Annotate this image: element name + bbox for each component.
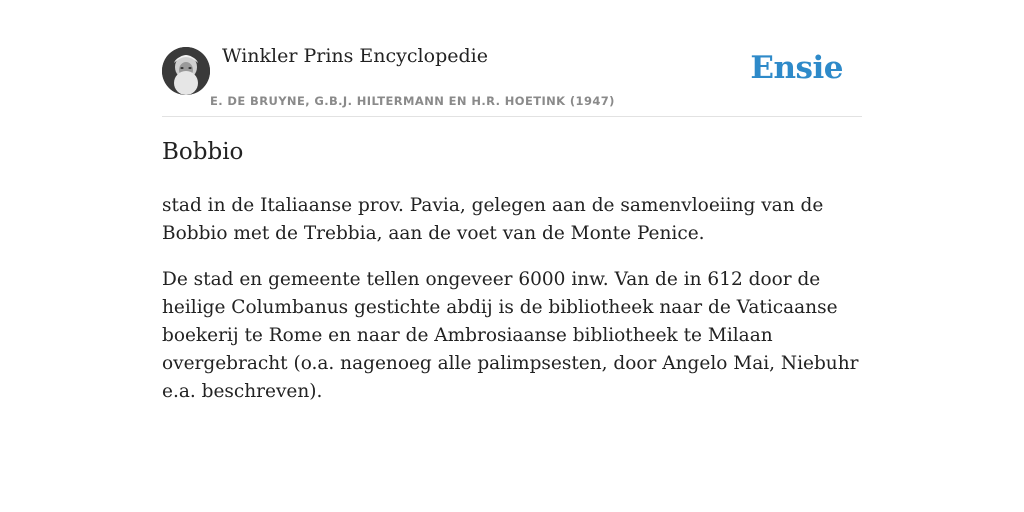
source-header <box>162 0 862 117</box>
article-paragraph-1: stad in de Italiaanse prov. Pavia, gelegen aan de samenvloeiing van de Bobbio met de Trebbia, aan de voet van de Monte Penice. <box>162 195 824 244</box>
source-authors: E. DE BRUYNE, G.B.J. HILTERMANN EN H.R. HOETINK (1947) <box>210 94 615 108</box>
source-title-link[interactable]: Winkler Prins Encyclopedie <box>222 45 488 67</box>
author-portrait-icon <box>162 47 210 95</box>
page-container <box>162 0 862 402</box>
ensie-logo[interactable]: Ensie <box>750 50 843 86</box>
article-title: Bobbio <box>162 139 244 165</box>
article-paragraph-2: De stad en gemeente tellen ongeveer 6000 inw. Van de in 612 door de heilige Columbanus gestichte abdij is de bibliotheek naar de Vaticaanse boekerij te Rome en naar de Ambrosiaanse bibliotheek te Milaan overgebracht (o.a. nagenoeg alle palimpsesten, door Angelo Mai, Niebuhr e.a. beschreven). <box>162 269 859 402</box>
author-avatar[interactable] <box>162 47 210 95</box>
article-body <box>162 192 862 424</box>
